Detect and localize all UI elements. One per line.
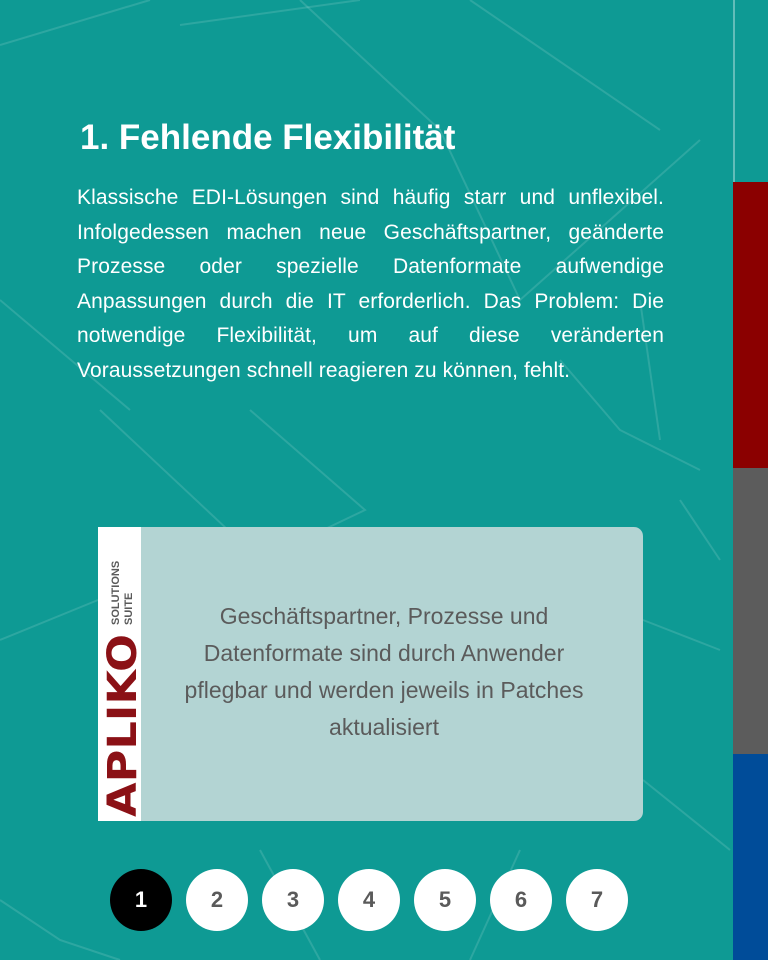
page-button-2[interactable]: 2: [186, 869, 248, 931]
side-stripe-red: [733, 182, 768, 468]
section-title: 1. Fehlende Flexibilität: [80, 118, 456, 157]
apliko-logo-mark: [98, 527, 146, 821]
info-card-text: Geschäftspartner, Prozesse und Datenformate sind durch Anwender pflegbar und werden jeweils in Patches aktualisiert: [184, 603, 584, 740]
page-button-4[interactable]: 4: [338, 869, 400, 931]
page-button-1[interactable]: 1: [110, 869, 172, 931]
side-stripe-gray: [733, 468, 768, 754]
apliko-logo: [98, 527, 146, 821]
page-button-5[interactable]: 5: [414, 869, 476, 931]
section-body-text: Klassische EDI-Lösungen sind häufig starr und unflexibel. Infolgedessen machen neue Geschäftspartner, geänderte Prozesse oder spezielle Datenformate aufwendige Anpassungen durch die IT erforderlich. Das Problem: Die notwendige Flexibilität, um auf diese veränderten Voraussetzungen schnell reagieren zu können, fehlt.: [77, 186, 664, 382]
apliko-logo-tagline-suite: SUITE: [123, 592, 135, 625]
page-button-6[interactable]: 6: [490, 869, 552, 931]
page-button-3[interactable]: 3: [262, 869, 324, 931]
side-stripe-blue: [733, 754, 768, 960]
apliko-logo-tagline-solutions: SOLUTIONS: [110, 560, 122, 625]
page-button-7[interactable]: 7: [566, 869, 628, 931]
side-stripe-teal: [733, 0, 768, 182]
pagination: [110, 869, 628, 931]
apliko-logo-wordmark: APLIKO: [100, 653, 146, 817]
